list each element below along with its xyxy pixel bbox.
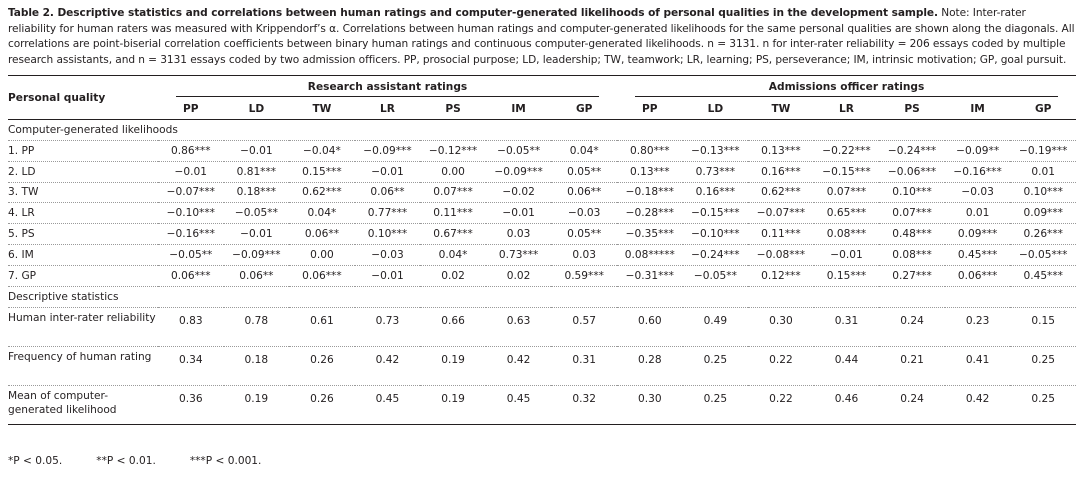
table-cell: −0.01 xyxy=(224,224,290,245)
footnote: **P < 0.01. xyxy=(96,455,156,467)
table-cell: 0.26*** xyxy=(1010,224,1076,245)
table-cell: 0.73 xyxy=(355,307,421,346)
table-cell: 0.00 xyxy=(289,244,355,265)
table-cell: 0.36 xyxy=(158,385,224,424)
table-cell: 0.34 xyxy=(158,346,224,385)
table-cell: 0.15*** xyxy=(814,265,880,286)
footnote: *P < 0.05. xyxy=(8,455,63,467)
table-cell: 0.81*** xyxy=(224,161,290,182)
column-header: LR xyxy=(814,99,880,120)
table-cell: −0.05** xyxy=(683,265,749,286)
table-cell: −0.05*** xyxy=(1010,244,1076,265)
column-header: PS xyxy=(879,99,945,120)
table-cell: −0.08*** xyxy=(748,244,814,265)
table-cell: 0.02 xyxy=(420,265,486,286)
column-header: TW xyxy=(289,99,355,120)
table-body xyxy=(8,120,1076,425)
table-cell: 0.31 xyxy=(551,346,617,385)
table-cell: 0.45 xyxy=(486,385,552,424)
table-cell: 0.32 xyxy=(551,385,617,424)
table-cell: 0.26 xyxy=(289,385,355,424)
table-cell: 0.04* xyxy=(551,141,617,162)
table-cell: 0.73*** xyxy=(486,244,552,265)
table-cell: 0.08***** xyxy=(617,244,683,265)
table-cell: 0.66 xyxy=(420,307,486,346)
table-cell: 0.06*** xyxy=(289,265,355,286)
statistics-table xyxy=(8,75,1076,425)
table-cell: 0.19 xyxy=(420,385,486,424)
table-cell: 0.25 xyxy=(1010,346,1076,385)
table-cell: 0.03 xyxy=(486,224,552,245)
table-row xyxy=(8,224,1076,245)
table-cell: 0.46 xyxy=(814,385,880,424)
table-cell: 0.80*** xyxy=(617,141,683,162)
group-header-row xyxy=(8,76,1076,100)
table-cell: −0.05** xyxy=(158,244,224,265)
table-cell: −0.01 xyxy=(814,244,880,265)
column-header-row xyxy=(8,99,1076,120)
table-cell: −0.05** xyxy=(486,141,552,162)
row-label: 7. GP xyxy=(8,265,158,286)
table-cell: 0.16*** xyxy=(683,182,749,203)
table-row xyxy=(8,385,1076,424)
table-cell: 0.45*** xyxy=(1010,265,1076,286)
table-caption xyxy=(8,6,1076,68)
table-cell: 0.00 xyxy=(420,161,486,182)
table-cell: −0.03 xyxy=(355,244,421,265)
table-cell: −0.03 xyxy=(551,203,617,224)
table-cell: 0.31 xyxy=(814,307,880,346)
column-header: LR xyxy=(355,99,421,120)
column-header: IM xyxy=(486,99,552,120)
caption-note: Note: Inter-rater reliability for human raters was measured with Krippendorf’s α. Correlations between human ratings and computer-generated likelihoods for the same personal qualities are shown along the diagonals. All correlations are point-biserial correlation coefficients between binary human ratings and continuous computer-generated likelihoods. n = 3131. n for inter-rater reliability = 206 essays coded by multiple research assistants, and n = 3131 essays coded by two admission officers. PP, prosocial purpose; LD, leadership; TW, teamwork; LR, learning; PS, perseverance; IM, intrinsic motivation; GP, goal pursuit. xyxy=(8,7,1075,66)
row-label: Frequency of human rating xyxy=(8,346,158,385)
table-cell: 0.19 xyxy=(224,385,290,424)
table-row xyxy=(8,141,1076,162)
table-cell: −0.12*** xyxy=(420,141,486,162)
table-cell: 0.05** xyxy=(551,161,617,182)
table-cell: −0.09*** xyxy=(355,141,421,162)
table-cell: 0.26 xyxy=(289,346,355,385)
table-cell: 0.10*** xyxy=(355,224,421,245)
table-cell: 0.19 xyxy=(420,346,486,385)
table-cell: 0.07*** xyxy=(879,203,945,224)
column-header: TW xyxy=(748,99,814,120)
table-cell: 0.10*** xyxy=(1010,182,1076,203)
table-cell: −0.22*** xyxy=(814,141,880,162)
table-cell: 0.22 xyxy=(748,346,814,385)
table-cell: 0.06** xyxy=(355,182,421,203)
group-research-assistant: Research assistant ratings xyxy=(158,76,617,100)
table-cell: 0.42 xyxy=(486,346,552,385)
table-cell: −0.35*** xyxy=(617,224,683,245)
table-cell: −0.15*** xyxy=(814,161,880,182)
table-cell: 0.73*** xyxy=(683,161,749,182)
table-cell: 0.07*** xyxy=(814,182,880,203)
table-cell: −0.15*** xyxy=(683,203,749,224)
table-cell: 0.07*** xyxy=(420,182,486,203)
caption-title: Table 2. Descriptive statistics and correlations between human ratings and computer-generated likelihoods of personal qualities in the development sample. xyxy=(8,7,938,19)
table-cell: 0.06** xyxy=(224,265,290,286)
table-cell: 0.25 xyxy=(683,385,749,424)
table-cell: 0.41 xyxy=(945,346,1011,385)
table-cell: 0.18 xyxy=(224,346,290,385)
table-cell: 0.30 xyxy=(617,385,683,424)
table-cell: 0.02 xyxy=(486,265,552,286)
table-cell: 0.22 xyxy=(748,385,814,424)
table-cell: 0.04* xyxy=(420,244,486,265)
table-cell: −0.18*** xyxy=(617,182,683,203)
table-row xyxy=(8,161,1076,182)
table-cell: 0.42 xyxy=(945,385,1011,424)
table-cell: 0.21 xyxy=(879,346,945,385)
table-cell: −0.06*** xyxy=(879,161,945,182)
column-header: GP xyxy=(1010,99,1076,120)
table-cell: −0.09*** xyxy=(486,161,552,182)
table-cell: 0.67*** xyxy=(420,224,486,245)
row-label: 3. TW xyxy=(8,182,158,203)
row-header: Personal quality xyxy=(8,76,158,120)
table-cell: 0.62*** xyxy=(289,182,355,203)
table-cell: −0.01 xyxy=(355,265,421,286)
section-header-row xyxy=(8,286,1076,307)
table-cell: 0.05** xyxy=(551,224,617,245)
column-header: IM xyxy=(945,99,1011,120)
table-cell: 0.60 xyxy=(617,307,683,346)
column-header: PP xyxy=(617,99,683,120)
table-row xyxy=(8,244,1076,265)
table-row xyxy=(8,265,1076,286)
table-cell: −0.01 xyxy=(224,141,290,162)
table-cell: −0.01 xyxy=(158,161,224,182)
table-cell: −0.16*** xyxy=(945,161,1011,182)
table-cell: 0.15*** xyxy=(289,161,355,182)
table-cell: −0.10*** xyxy=(158,203,224,224)
table-row xyxy=(8,346,1076,385)
column-header: GP xyxy=(551,99,617,120)
table-cell: 0.63 xyxy=(486,307,552,346)
table-cell: 0.62*** xyxy=(748,182,814,203)
table-cell: −0.24*** xyxy=(879,141,945,162)
table-cell: 0.18*** xyxy=(224,182,290,203)
table-cell: 0.11*** xyxy=(748,224,814,245)
table-cell: −0.05** xyxy=(224,203,290,224)
table-cell: 0.09*** xyxy=(1010,203,1076,224)
table-cell: −0.16*** xyxy=(158,224,224,245)
table-cell: 0.77*** xyxy=(355,203,421,224)
table-cell: 0.86*** xyxy=(158,141,224,162)
column-header: LD xyxy=(683,99,749,120)
table-cell: 0.42 xyxy=(355,346,421,385)
footnotes xyxy=(8,455,295,467)
group-admissions-officer: Admissions officer ratings xyxy=(617,76,1076,100)
table-cell: −0.13*** xyxy=(683,141,749,162)
table-cell: 0.04* xyxy=(289,203,355,224)
table-cell: 0.09*** xyxy=(945,224,1011,245)
table-cell: 0.24 xyxy=(879,385,945,424)
table-cell: 0.30 xyxy=(748,307,814,346)
row-label: Mean of computer-generated likelihood xyxy=(8,385,158,424)
table-cell: 0.25 xyxy=(683,346,749,385)
table-cell: 0.57 xyxy=(551,307,617,346)
table-cell: 0.11*** xyxy=(420,203,486,224)
table-cell: 0.06** xyxy=(551,182,617,203)
table-cell: −0.19*** xyxy=(1010,141,1076,162)
column-header: PS xyxy=(420,99,486,120)
column-header: PP xyxy=(158,99,224,120)
table-cell: −0.28*** xyxy=(617,203,683,224)
table-cell: −0.31*** xyxy=(617,265,683,286)
section-title: Computer-generated likelihoods xyxy=(8,120,1076,141)
table-cell: 0.25 xyxy=(1010,385,1076,424)
table-cell: −0.01 xyxy=(486,203,552,224)
table-cell: 0.16*** xyxy=(748,161,814,182)
table-row xyxy=(8,203,1076,224)
table-cell: 0.27*** xyxy=(879,265,945,286)
table-cell: −0.03 xyxy=(945,182,1011,203)
row-label: 2. LD xyxy=(8,161,158,182)
table-cell: 0.49 xyxy=(683,307,749,346)
table-cell: 0.03 xyxy=(551,244,617,265)
table-row xyxy=(8,182,1076,203)
table-cell: −0.07*** xyxy=(748,203,814,224)
table-cell: 0.10*** xyxy=(879,182,945,203)
table-cell: 0.45 xyxy=(355,385,421,424)
row-label: 5. PS xyxy=(8,224,158,245)
table-cell: 0.01 xyxy=(945,203,1011,224)
table-cell: −0.24*** xyxy=(683,244,749,265)
table-cell: 0.06** xyxy=(289,224,355,245)
row-label: 4. LR xyxy=(8,203,158,224)
column-header: LD xyxy=(224,99,290,120)
table-cell: 0.23 xyxy=(945,307,1011,346)
table-cell: 0.13*** xyxy=(748,141,814,162)
table-cell: 0.83 xyxy=(158,307,224,346)
table-cell: 0.06*** xyxy=(945,265,1011,286)
table-cell: 0.13*** xyxy=(617,161,683,182)
table-cell: 0.15 xyxy=(1010,307,1076,346)
table-cell: 0.48*** xyxy=(879,224,945,245)
table-cell: −0.10*** xyxy=(683,224,749,245)
table-cell: 0.24 xyxy=(879,307,945,346)
table-cell: 0.28 xyxy=(617,346,683,385)
row-label: Human inter-rater reliability xyxy=(8,307,158,346)
table-cell: 0.06*** xyxy=(158,265,224,286)
table-cell: −0.09** xyxy=(945,141,1011,162)
table-cell: 0.08*** xyxy=(814,224,880,245)
table-cell: 0.08*** xyxy=(879,244,945,265)
section-title: Descriptive statistics xyxy=(8,286,1076,307)
table-cell: 0.61 xyxy=(289,307,355,346)
table-cell: 0.44 xyxy=(814,346,880,385)
table-cell: 0.65*** xyxy=(814,203,880,224)
table-cell: 0.45*** xyxy=(945,244,1011,265)
table-cell: −0.04* xyxy=(289,141,355,162)
table-cell: 0.01 xyxy=(1010,161,1076,182)
table-cell: 0.59*** xyxy=(551,265,617,286)
table-cell: 0.78 xyxy=(224,307,290,346)
section-header-row xyxy=(8,120,1076,141)
table-cell: −0.02 xyxy=(486,182,552,203)
table-row xyxy=(8,307,1076,346)
table-cell: −0.01 xyxy=(355,161,421,182)
footnote: ***P < 0.001. xyxy=(189,455,262,467)
row-label: 1. PP xyxy=(8,141,158,162)
table-cell: −0.07*** xyxy=(158,182,224,203)
table-cell: 0.12*** xyxy=(748,265,814,286)
row-label: 6. IM xyxy=(8,244,158,265)
table-cell: −0.09*** xyxy=(224,244,290,265)
